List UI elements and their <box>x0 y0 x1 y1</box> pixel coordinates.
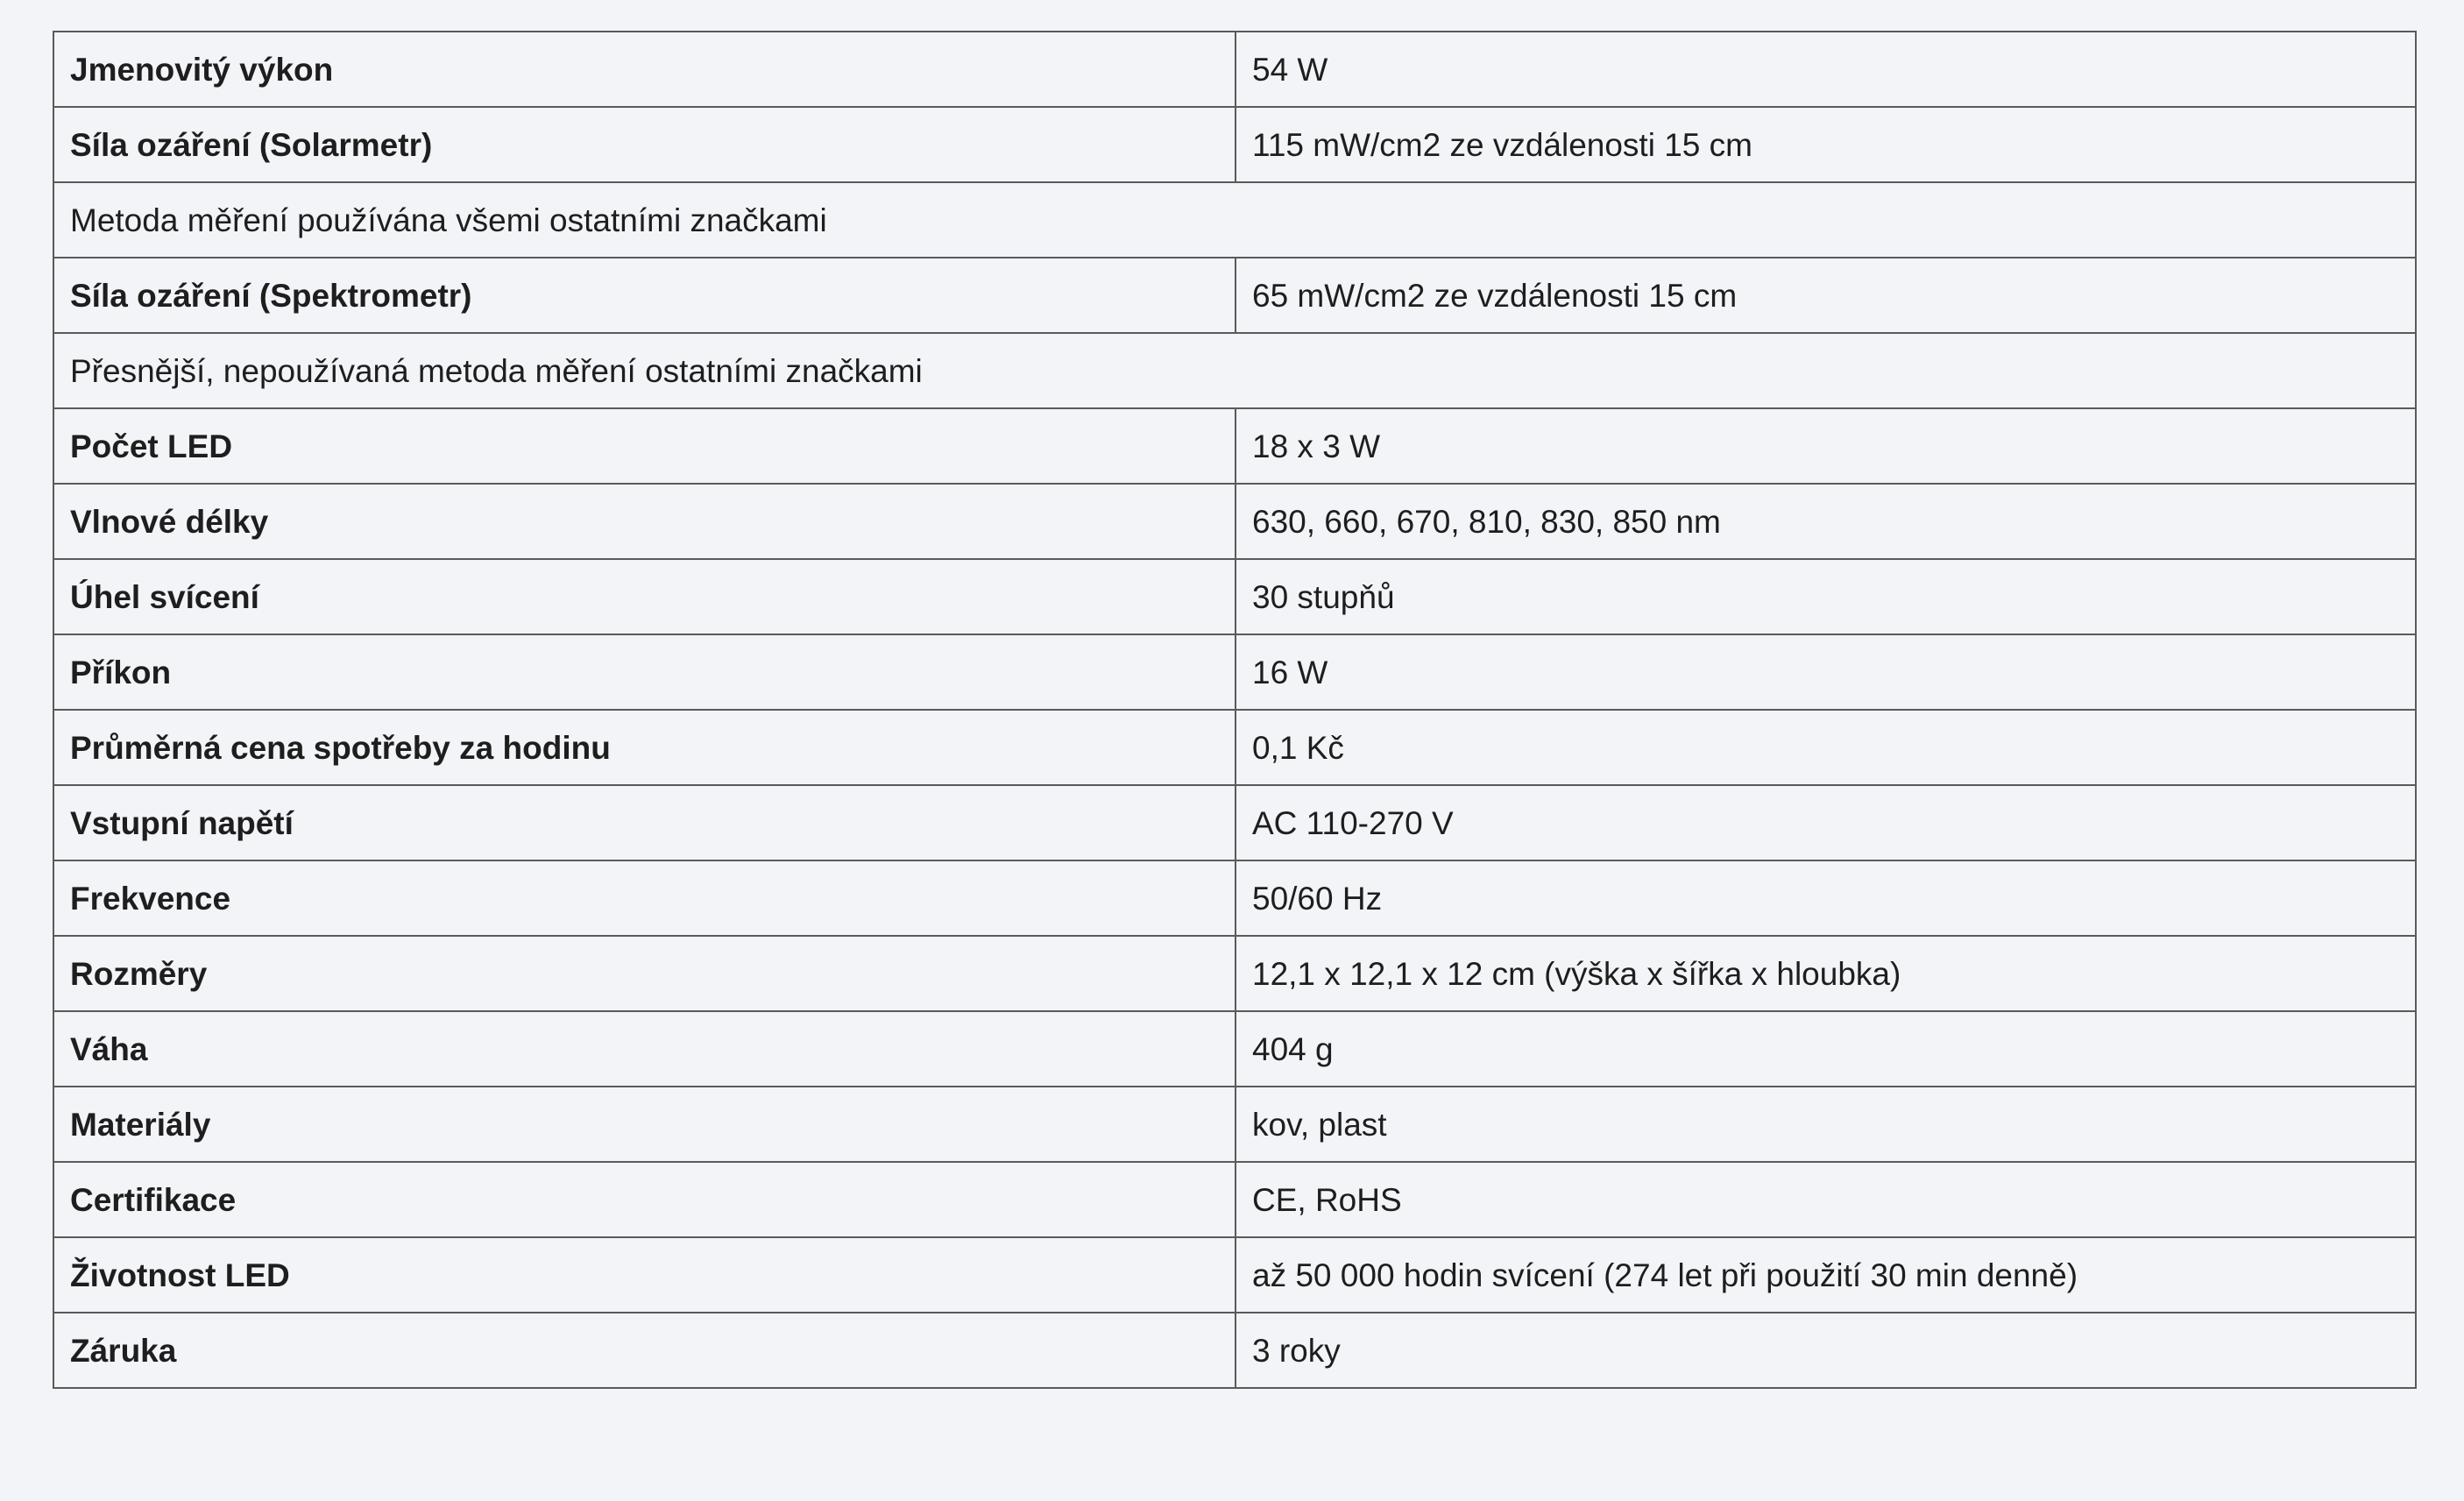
table-row <box>53 559 2416 634</box>
table-row <box>53 484 2416 559</box>
spec-value: CE, RoHS <box>1236 1162 2416 1237</box>
table-row <box>53 710 2416 785</box>
spec-note: Přesnější, nepoužívaná metoda měření ostatními značkami <box>53 333 2416 408</box>
table-row <box>53 1237 2416 1313</box>
spec-label: Počet LED <box>53 408 1236 484</box>
spec-value: 115 mW/cm2 ze vzdálenosti 15 cm <box>1236 107 2416 182</box>
spec-value: 630, 660, 670, 810, 830, 850 nm <box>1236 484 2416 559</box>
table-note-row <box>53 333 2416 408</box>
spec-label: Síla ozáření (Spektrometr) <box>53 258 1236 333</box>
spec-label: Úhel svícení <box>53 559 1236 634</box>
spec-value: kov, plast <box>1236 1087 2416 1162</box>
table-row <box>53 1011 2416 1087</box>
spec-value: 16 W <box>1236 634 2416 710</box>
spec-value: 65 mW/cm2 ze vzdálenosti 15 cm <box>1236 258 2416 333</box>
spec-label: Certifikace <box>53 1162 1236 1237</box>
spec-note: Metoda měření používána všemi ostatními značkami <box>53 182 2416 258</box>
table-row <box>53 1087 2416 1162</box>
specifications-table-body <box>53 32 2416 1388</box>
spec-value: 50/60 Hz <box>1236 860 2416 936</box>
spec-label: Frekvence <box>53 860 1236 936</box>
spec-label: Materiály <box>53 1087 1236 1162</box>
table-row <box>53 408 2416 484</box>
table-row <box>53 936 2416 1011</box>
table-row <box>53 1313 2416 1388</box>
spec-label: Průměrná cena spotřeby za hodinu <box>53 710 1236 785</box>
spec-label: Vstupní napětí <box>53 785 1236 860</box>
spec-value: 54 W <box>1236 32 2416 107</box>
spec-value: až 50 000 hodin svícení (274 let při použití 30 min denně) <box>1236 1237 2416 1313</box>
spec-label: Jmenovitý výkon <box>53 32 1236 107</box>
spec-label: Váha <box>53 1011 1236 1087</box>
spec-label: Vlnové délky <box>53 484 1236 559</box>
spec-value: 3 roky <box>1236 1313 2416 1388</box>
table-note-row <box>53 182 2416 258</box>
table-row <box>53 1162 2416 1237</box>
table-row <box>53 32 2416 107</box>
table-row <box>53 860 2416 936</box>
table-row <box>53 785 2416 860</box>
spec-value: 18 x 3 W <box>1236 408 2416 484</box>
specifications-table <box>53 31 2417 1389</box>
table-row <box>53 634 2416 710</box>
spec-label: Životnost LED <box>53 1237 1236 1313</box>
spec-label: Záruka <box>53 1313 1236 1388</box>
spec-value: 404 g <box>1236 1011 2416 1087</box>
spec-value: AC 110-270 V <box>1236 785 2416 860</box>
spec-value: 0,1 Kč <box>1236 710 2416 785</box>
spec-value: 30 stupňů <box>1236 559 2416 634</box>
spec-label: Rozměry <box>53 936 1236 1011</box>
spec-label: Síla ozáření (Solarmetr) <box>53 107 1236 182</box>
spec-label: Příkon <box>53 634 1236 710</box>
table-row <box>53 107 2416 182</box>
table-row <box>53 258 2416 333</box>
spec-value: 12,1 x 12,1 x 12 cm (výška x šířka x hloubka) <box>1236 936 2416 1011</box>
